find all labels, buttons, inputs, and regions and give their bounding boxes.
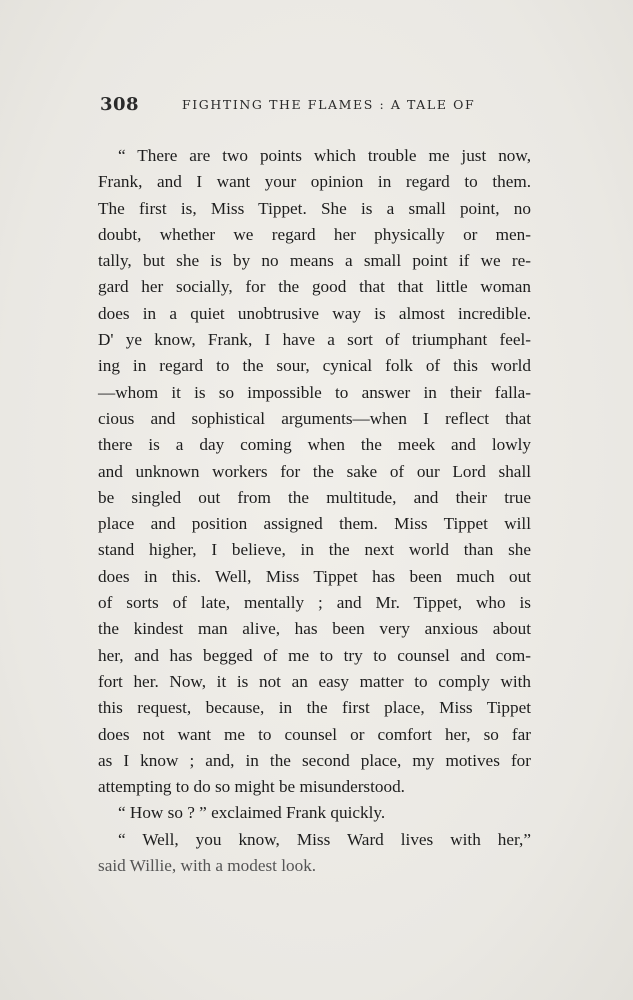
- text-line: —whom it is so impossible to answer in their falla-: [98, 382, 531, 402]
- text-line: cious and sophistical arguments—when I reflect that: [98, 408, 531, 428]
- text-line: ing in regard to the sour, cynical folk of this world: [98, 356, 531, 376]
- body-text: [98, 143, 531, 879]
- text-line: The first is, Miss Tippet. She is a small point, no: [98, 198, 531, 218]
- text-line: stand higher, I believe, in the next world than she: [98, 540, 531, 560]
- text-line: Frank, and I want your opinion in regard to them.: [98, 172, 531, 192]
- text-line: there is a day coming when the meek and lowly: [98, 435, 531, 455]
- text-line: tally, but she is by no means a small point if we re-: [98, 251, 531, 271]
- text-line: “ How so ? ” exclaimed Frank quickly.: [118, 803, 386, 823]
- text-line: does in a quiet unobtrusive way is almost incredible.: [98, 303, 531, 323]
- text-line: be singled out from the multitude, and their true: [98, 487, 531, 507]
- page-header: [100, 94, 540, 116]
- text-line: “ There are two points which trouble me just now,: [118, 146, 531, 165]
- text-line: said Willie, with a modest look.: [98, 856, 317, 876]
- text-line: gard her socially, for the good that that little woman: [98, 277, 531, 297]
- running-head: FIGHTING THE FLAMES : A TALE OF: [182, 97, 476, 112]
- text-line: fort her. Now, it is not an easy matter to comply with: [98, 671, 531, 691]
- text-line: the kindest man alive, has been very anxious about: [98, 619, 531, 639]
- page-number: 308: [100, 94, 140, 115]
- text-line: attempting to do so might be misunderstood.: [98, 777, 405, 797]
- text-line: this request, because, in the first place, Miss Tippet: [98, 698, 531, 718]
- text-line: does in this. Well, Miss Tippet has been much out: [98, 566, 531, 586]
- text-line: of sorts of late, mentally ; and Mr. Tippet, who is: [98, 593, 531, 613]
- text-line: her, and has begged of me to try to counsel and com-: [98, 645, 531, 665]
- text-line: place and position assigned them. Miss Tippet will: [98, 514, 531, 534]
- text-line: doubt, whether we regard her physically or men-: [98, 224, 531, 244]
- text-line: “ Well, you know, Miss Ward lives with her,”: [118, 829, 531, 849]
- text-line: does not want me to counsel or comfort her, so far: [98, 724, 531, 744]
- text-line: and unknown workers for the sake of our Lord shall: [98, 461, 531, 481]
- text-line: D' ye know, Frank, I have a sort of triumphant feel-: [98, 330, 531, 350]
- text-line: as I know ; and, in the second place, my motives for: [98, 750, 531, 770]
